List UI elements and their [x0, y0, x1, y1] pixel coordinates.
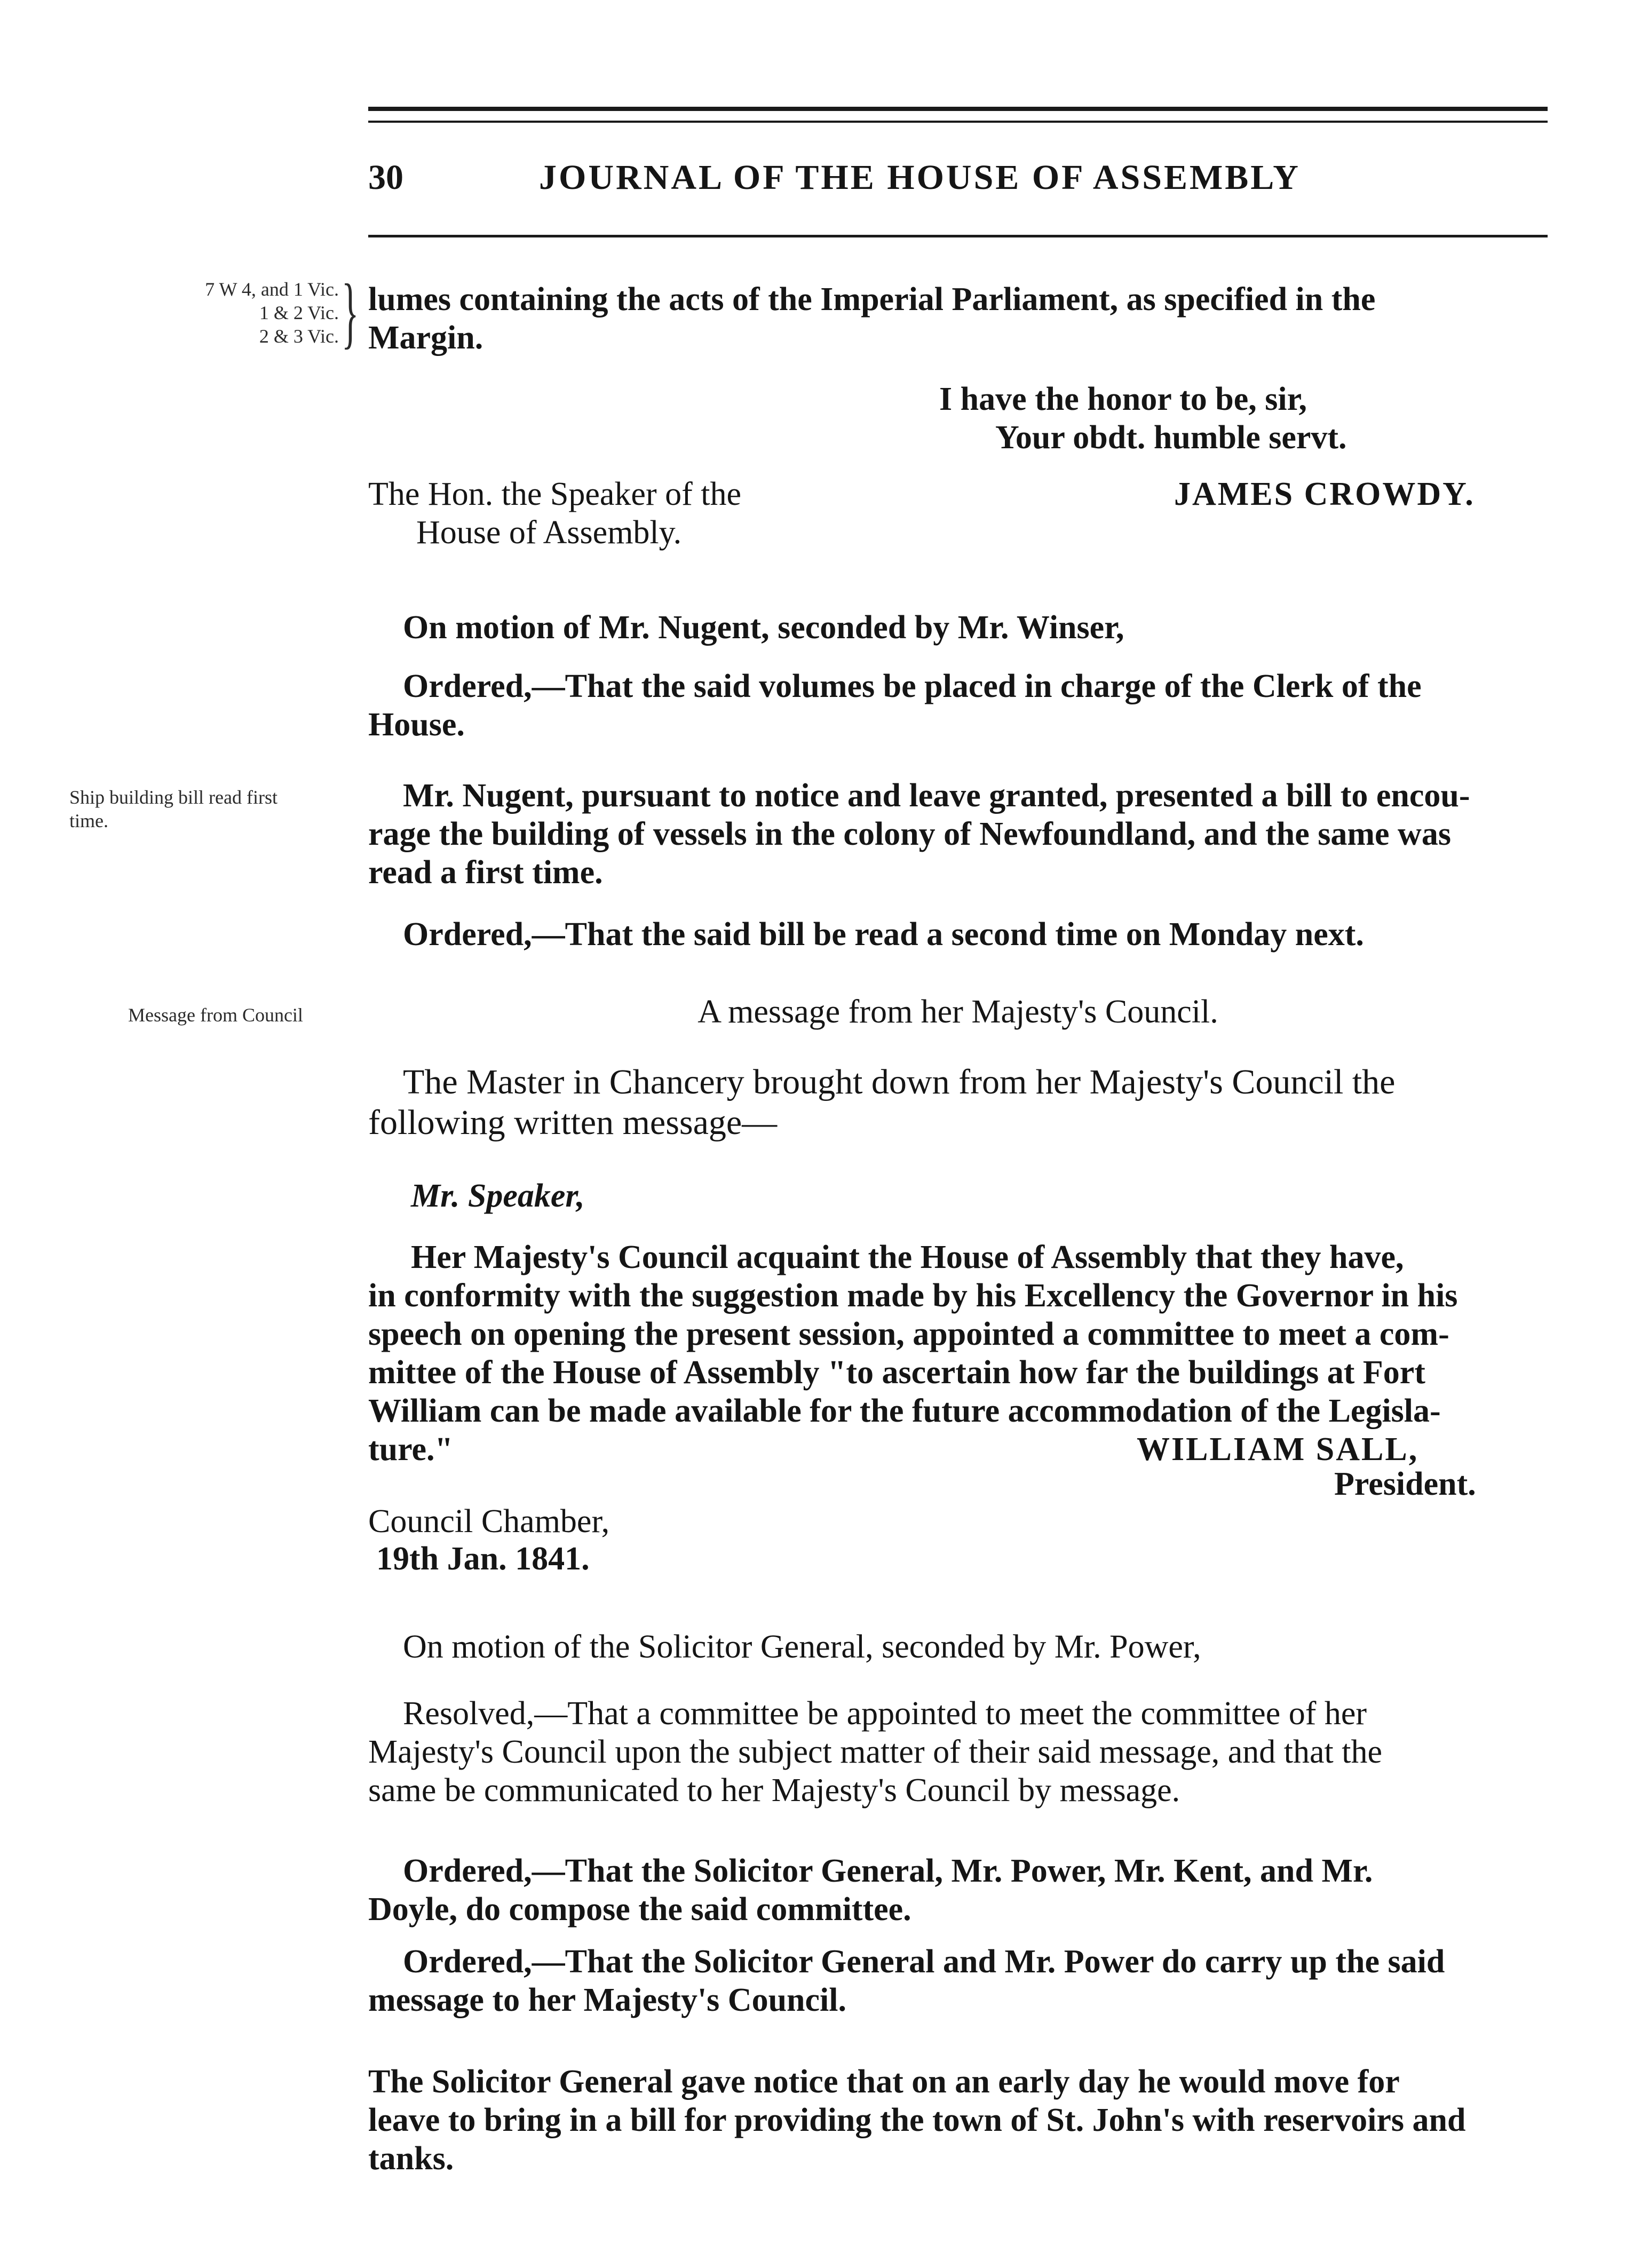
message-line: in conformity with the suggestion made by his Excellency the Governor in his	[368, 1278, 1458, 1314]
ordered-line: Ordered,—That the Solicitor General, Mr. Power, Mr. Kent, and Mr.	[403, 1853, 1373, 1889]
resolved-line: same be communicated to her Majesty's Council by message.	[368, 1772, 1180, 1809]
master-line: following written message—	[368, 1103, 778, 1142]
bill-line: read a first time.	[368, 854, 603, 891]
addressee-line: House of Assembly.	[416, 514, 682, 551]
margin-note-act-line: 7 W 4, and 1 Vic.	[205, 279, 339, 300]
margin-note-line: Ship building bill read first	[69, 787, 278, 808]
ordered-committee	[368, 1852, 1548, 1929]
closing-line: Your obdt. humble servt.	[995, 419, 1347, 456]
message-signatory: WILLIAM SALL,	[1137, 1431, 1419, 1468]
margin-note-message: Message from Council	[128, 1004, 303, 1026]
ordered-second-reading: Ordered,—That the said bill be read a second time on Monday next.	[403, 916, 1364, 953]
ship-building-bill	[368, 776, 1548, 892]
letter-line: lumes containing the acts of the Imperial Parliament, as specified in the	[368, 281, 1376, 318]
letter-closing	[939, 380, 1526, 457]
notice-line: The Solicitor General gave notice that on an early day he would move for	[368, 2064, 1400, 2100]
bill-line: Mr. Nugent, pursuant to notice and leave granted, presented a bill to encou-	[403, 778, 1470, 814]
message-heading: A message from her Majesty's Council.	[697, 994, 1218, 1030]
message-date: 19th Jan. 1841.	[376, 1541, 590, 1577]
page-number: 30	[368, 158, 403, 197]
message-line: ture."	[368, 1431, 453, 1468]
motion-nugent: On motion of Mr. Nugent, seconded by Mr. Winser,	[403, 609, 1124, 646]
page-header	[368, 157, 1548, 200]
bill-line: rage the building of vessels in the colony of Newfoundland, and the same was	[368, 816, 1451, 852]
margin-note-act-line: 1 & 2 Vic.	[259, 302, 339, 323]
notice-line: leave to bring in a bill for providing the town of St. John's with reservoirs and	[368, 2102, 1466, 2138]
header-double-rule	[368, 107, 1548, 123]
solicitor-notice	[368, 2063, 1548, 2178]
ordered-line: Ordered,—That the Solicitor General and Mr. Power do carry up the said	[403, 1944, 1445, 1980]
ordered-line: House.	[368, 707, 465, 743]
ordered-volumes	[368, 667, 1548, 744]
letter-signature: JAMES CROWDY.	[1174, 476, 1475, 512]
margin-note-ship-building	[69, 786, 368, 832]
ordered-line: Doyle, do compose the said committee.	[368, 1891, 911, 1928]
resolved-line: Majesty's Council upon the subject matter of their said message, and that the	[368, 1734, 1382, 1770]
master-in-chancery	[368, 1062, 1548, 1143]
message-line: speech on opening the present session, appointed a committee to meet a com-	[368, 1316, 1449, 1352]
resolved-line: Resolved,—That a committee be appointed to meet the committee of her	[403, 1695, 1367, 1732]
letter-line: Margin.	[368, 320, 483, 356]
ordered-carry	[368, 1942, 1548, 2019]
message-salutation: Mr. Speaker,	[411, 1178, 585, 1214]
ordered-line: message to her Majesty's Council.	[368, 1982, 847, 2018]
ordered-line: Ordered,—That the said volumes be placed in charge of the Clerk of the	[403, 668, 1422, 704]
letter-addressee	[368, 475, 902, 552]
closing-line: I have the honor to be, sir,	[939, 381, 1307, 417]
margin-note-acts	[136, 277, 339, 348]
margin-note-line: time.	[69, 810, 108, 831]
running-title: JOURNAL OF THE HOUSE OF ASSEMBLY	[539, 158, 1301, 197]
message-line: William can be made available for the future accommodation of the Legisla-	[368, 1393, 1441, 1429]
notice-line: tanks.	[368, 2140, 454, 2177]
message-place: Council Chamber,	[368, 1503, 610, 1540]
header-rule	[368, 235, 1548, 237]
margin-brace-icon: }	[342, 268, 359, 356]
message-signatory-title: President.	[1334, 1466, 1476, 1502]
master-line: The Master in Chancery brought down from her Majesty's Council the	[403, 1062, 1396, 1101]
motion-solicitor: On motion of the Solicitor General, seconded by Mr. Power,	[403, 1629, 1201, 1665]
addressee-line: The Hon. the Speaker of the	[368, 476, 741, 512]
margin-note-act-line: 2 & 3 Vic.	[259, 326, 339, 347]
letter-body	[368, 280, 1548, 357]
message-line: mittee of the House of Assembly "to ascertain how far the buildings at Fort	[368, 1354, 1425, 1391]
resolved	[368, 1694, 1548, 1810]
message-line: Her Majesty's Council acquaint the House of Assembly that they have,	[411, 1239, 1404, 1275]
